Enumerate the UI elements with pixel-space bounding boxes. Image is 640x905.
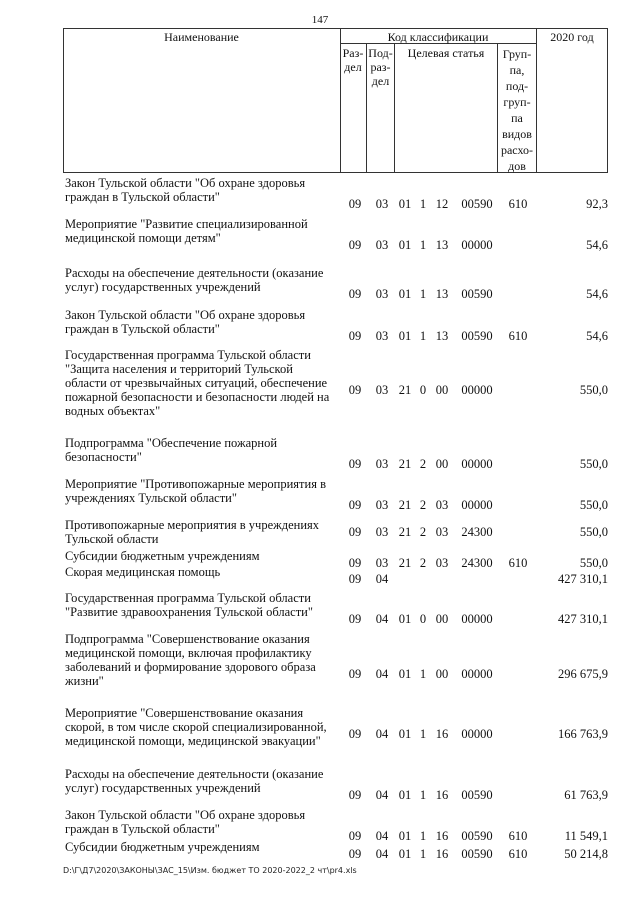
target-event-cell: 00: [435, 667, 449, 681]
target-subprogram-cell: 2: [419, 498, 427, 512]
podrazdel-cell: 04: [375, 788, 389, 802]
row-name-line: Мероприятие "Совершенствование оказания: [65, 706, 304, 720]
group-cell: 610: [508, 556, 528, 570]
row-name-line: Мероприятие "Развитие специализированной: [65, 217, 308, 231]
group-cell: 610: [508, 829, 528, 843]
razdel-cell: 09: [348, 525, 362, 539]
podrazdel-cell: 03: [375, 383, 389, 397]
row-name-line: услуг) государственных учреждений: [65, 280, 261, 294]
podrazdel-cell: 03: [375, 498, 389, 512]
target-program-cell: 21: [398, 556, 412, 570]
razdel-cell: 09: [348, 556, 362, 570]
row-name: [65, 518, 340, 546]
target-direction-cell: 00000: [461, 457, 493, 471]
target-direction-cell: 24300: [461, 525, 493, 539]
amount-cell: 550,0: [579, 498, 608, 512]
row-name-line: заболеваний и формирование здорового образа: [65, 660, 316, 674]
row-name-line: граждан в Тульской области": [65, 322, 220, 336]
target-event-cell: 16: [435, 788, 449, 802]
target-program-cell: 01: [398, 788, 412, 802]
amount-cell: 296 675,9: [558, 667, 608, 681]
target-program-cell: 01: [398, 727, 412, 741]
row-name-line: жизни": [65, 674, 104, 688]
row-name-line: Противопожарные мероприятия в учреждениях: [65, 518, 320, 532]
row-name-line: Расходы на обеспечение деятельности (оказание: [65, 266, 324, 280]
podrazdel-cell: 04: [375, 612, 389, 626]
podrazdel-cell: 03: [375, 197, 389, 211]
target-event-cell: 03: [435, 525, 449, 539]
row-name-line: "Развитие здравоохранения Тульской области": [65, 605, 313, 619]
podrazdel-cell: 03: [375, 556, 389, 570]
razdel-cell: 09: [348, 788, 362, 802]
target-subprogram-cell: 2: [419, 457, 427, 471]
row-name: [65, 266, 340, 294]
target-direction-cell: 00590: [461, 847, 493, 861]
target-program-cell: 21: [398, 457, 412, 471]
row-name-line: медицинской помощи, включая профилактику: [65, 646, 312, 660]
target-subprogram-cell: 1: [419, 788, 427, 802]
header-podrazdel: Под- раз- дел: [368, 46, 393, 88]
target-event-cell: 16: [435, 847, 449, 861]
header-group: Груп- па, под- груп- па видов расхо- дов: [500, 47, 534, 173]
razdel-cell: 09: [348, 727, 362, 741]
razdel-cell: 09: [348, 457, 362, 471]
target-direction-cell: 00000: [461, 727, 493, 741]
row-name-line: пожарной безопасности и безопасности людей на: [65, 390, 330, 404]
target-event-cell: 13: [435, 287, 449, 301]
target-event-cell: 16: [435, 829, 449, 843]
target-subprogram-cell: 1: [419, 727, 427, 741]
row-name-line: "Защита населения и территорий Тульской: [65, 362, 293, 376]
row-name: [65, 217, 340, 245]
podrazdel-cell: 03: [375, 287, 389, 301]
razdel-cell: 09: [348, 847, 362, 861]
razdel-cell: 09: [348, 383, 362, 397]
amount-cell: 550,0: [579, 525, 608, 539]
target-subprogram-cell: 2: [419, 556, 427, 570]
row-name-line: Закон Тульской области "Об охране здоровья: [65, 808, 306, 822]
target-subprogram-cell: 1: [419, 329, 427, 343]
target-program-cell: 21: [398, 498, 412, 512]
row-name: [65, 436, 340, 464]
row-name: [65, 308, 340, 336]
razdel-cell: 09: [348, 329, 362, 343]
row-name-line: учреждениях Тульской области": [65, 491, 237, 505]
group-cell: 610: [508, 847, 528, 861]
target-direction-cell: 00000: [461, 383, 493, 397]
podrazdel-cell: 03: [375, 525, 389, 539]
target-event-cell: 13: [435, 238, 449, 252]
target-subprogram-cell: 0: [419, 612, 427, 626]
amount-cell: 92,3: [586, 197, 608, 211]
amount-cell: 550,0: [579, 457, 608, 471]
target-subprogram-cell: 1: [419, 197, 427, 211]
header-name: Наименование: [164, 30, 239, 44]
amount-cell: 166 763,9: [558, 727, 608, 741]
razdel-cell: 09: [348, 197, 362, 211]
file-path-footer: D:\Г\Д7\2020\ЗАКОНЫ\ЗАС_15\Изм. бюджет ТО 2020-2022_2 чт\pr4.xls: [63, 866, 357, 875]
row-name-line: водных объектах": [65, 404, 161, 418]
row-name: [65, 348, 340, 418]
razdel-cell: 09: [348, 829, 362, 843]
row-name-line: Расходы на обеспечение деятельности (оказание: [65, 767, 324, 781]
amount-cell: 50 214,8: [564, 847, 608, 861]
row-name: [65, 706, 340, 748]
razdel-cell: 09: [348, 612, 362, 626]
row-name: [65, 477, 340, 505]
target-direction-cell: 00590: [461, 829, 493, 843]
row-name-line: Тульской области: [65, 532, 159, 546]
razdel-cell: 09: [348, 238, 362, 252]
target-program-cell: 01: [398, 667, 412, 681]
amount-cell: 54,6: [586, 329, 608, 343]
podrazdel-cell: 04: [375, 572, 389, 586]
podrazdel-cell: 03: [375, 457, 389, 471]
group-cell: 610: [508, 197, 528, 211]
target-subprogram-cell: 1: [419, 238, 427, 252]
page-number: 147: [311, 14, 329, 26]
row-name: [65, 767, 340, 795]
row-name: [65, 549, 340, 563]
row-name: [65, 808, 340, 836]
target-program-cell: 01: [398, 287, 412, 301]
target-program-cell: 21: [398, 525, 412, 539]
row-name: [65, 840, 340, 854]
podrazdel-cell: 03: [375, 238, 389, 252]
target-subprogram-cell: 1: [419, 829, 427, 843]
podrazdel-cell: 04: [375, 829, 389, 843]
target-program-cell: 01: [398, 829, 412, 843]
target-event-cell: 03: [435, 498, 449, 512]
target-program-cell: 01: [398, 612, 412, 626]
row-name-line: Скорая медицинская помощь: [65, 565, 221, 579]
podrazdel-cell: 04: [375, 667, 389, 681]
razdel-cell: 09: [348, 287, 362, 301]
amount-cell: 550,0: [579, 383, 608, 397]
row-name-line: Государственная программа Тульской области: [65, 348, 311, 362]
razdel-cell: 09: [348, 498, 362, 512]
row-name: [65, 176, 340, 204]
amount-cell: 61 763,9: [564, 788, 608, 802]
podrazdel-cell: 03: [375, 329, 389, 343]
row-name-line: медицинской помощи детям": [65, 231, 221, 245]
header-divider: [536, 28, 537, 173]
amount-cell: 54,6: [586, 238, 608, 252]
target-direction-cell: 00000: [461, 238, 493, 252]
header-year: 2020 год: [550, 30, 594, 44]
amount-cell: 54,6: [586, 287, 608, 301]
target-event-cell: 12: [435, 197, 449, 211]
target-direction-cell: 00590: [461, 287, 493, 301]
target-subprogram-cell: 0: [419, 383, 427, 397]
group-cell: 610: [508, 329, 528, 343]
row-name-line: Подпрограмма "Обеспечение пожарной: [65, 436, 278, 450]
row-name-line: Субсидии бюджетным учреждениям: [65, 840, 260, 854]
razdel-cell: 09: [348, 667, 362, 681]
amount-cell: 11 549,1: [564, 829, 608, 843]
target-event-cell: 03: [435, 556, 449, 570]
target-direction-cell: 00590: [461, 329, 493, 343]
target-subprogram-cell: 1: [419, 287, 427, 301]
target-direction-cell: 00000: [461, 498, 493, 512]
row-name-line: Закон Тульской области "Об охране здоровья: [65, 308, 306, 322]
target-program-cell: 01: [398, 238, 412, 252]
row-name-line: Закон Тульской области "Об охране здоровья: [65, 176, 306, 190]
amount-cell: 427 310,1: [558, 572, 608, 586]
target-program-cell: 21: [398, 383, 412, 397]
header-classification: Код классификации: [387, 30, 489, 44]
target-direction-cell: 00000: [461, 612, 493, 626]
target-event-cell: 00: [435, 612, 449, 626]
row-name-line: услуг) государственных учреждений: [65, 781, 261, 795]
target-event-cell: 13: [435, 329, 449, 343]
row-name: [65, 632, 340, 688]
target-event-cell: 00: [435, 457, 449, 471]
row-name-line: скорой, в том числе скорой специализированной,: [65, 720, 327, 734]
row-name-line: области от чрезвычайных ситуаций, обеспечение: [65, 376, 328, 390]
table-header: [63, 28, 608, 173]
podrazdel-cell: 04: [375, 847, 389, 861]
header-razdel: Раз- дел: [342, 46, 364, 74]
row-name-line: Государственная программа Тульской области: [65, 591, 311, 605]
row-name-line: медицинской помощи, медицинской эвакуации": [65, 734, 321, 748]
podrazdel-cell: 04: [375, 727, 389, 741]
row-name: [65, 565, 340, 579]
razdel-cell: 09: [348, 572, 362, 586]
header-divider: [394, 43, 395, 173]
row-name-line: граждан в Тульской области": [65, 190, 220, 204]
row-name-line: Мероприятие "Противопожарные мероприятия в: [65, 477, 326, 491]
target-program-cell: 01: [398, 847, 412, 861]
target-subprogram-cell: 1: [419, 847, 427, 861]
row-name: [65, 591, 340, 619]
target-direction-cell: 00000: [461, 667, 493, 681]
row-name-line: безопасности": [65, 450, 142, 464]
target-direction-cell: 24300: [461, 556, 493, 570]
row-name-line: граждан в Тульской области": [65, 822, 220, 836]
amount-cell: 427 310,1: [558, 612, 608, 626]
target-program-cell: 01: [398, 329, 412, 343]
target-direction-cell: 00590: [461, 788, 493, 802]
amount-cell: 550,0: [579, 556, 608, 570]
target-subprogram-cell: 2: [419, 525, 427, 539]
row-name-line: Субсидии бюджетным учреждениям: [65, 549, 260, 563]
target-program-cell: 01: [398, 197, 412, 211]
target-subprogram-cell: 1: [419, 667, 427, 681]
target-event-cell: 16: [435, 727, 449, 741]
target-event-cell: 00: [435, 383, 449, 397]
target-direction-cell: 00590: [461, 197, 493, 211]
row-name-line: Подпрограмма "Совершенствование оказания: [65, 632, 310, 646]
header-target: Целевая статья: [407, 46, 485, 60]
